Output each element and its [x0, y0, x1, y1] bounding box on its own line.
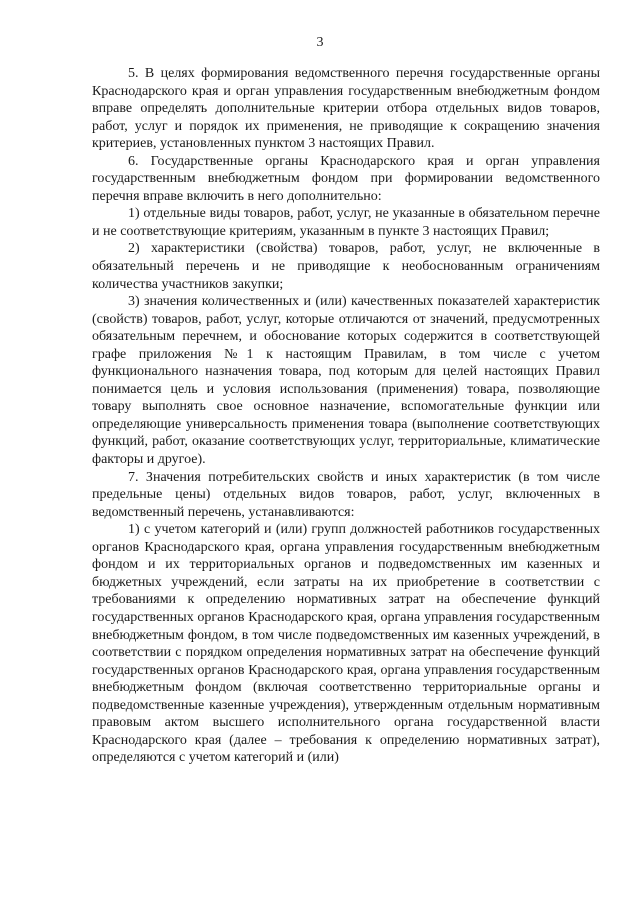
paragraph-subitem-7-1: 1) с учетом категорий и (или) групп должностей работников государственных органов Краснодарского края, органа управления государственным внебюджетным фондом и их территориальных органов и подведомственных им казенных и бюджетных учреждений, если затраты на их приобретение в соответствии с требованиями к определению нормативных затрат на обеспечение функций государственных органов Краснодарского края, органа управления государственным внебюджетным фондом, в том числе подведомственных им казенных учреждений, в соответствии с порядком определения нормативных затрат на обеспечение функций государственных органов Краснодарского края, органа управления государственным внебюджетным фондом (включая соответственно территориальные органы и подведомственные казенные учреждения), утвержденным отдельным нормативным правовым актом высшего исполнительного органа государственной власти Краснодарского края (далее – требования к определению нормативных затрат), определяются с учетом категорий и (или) — [92, 522, 600, 766]
paragraph-item-7: 7. Значения потребительских свойств и иных характеристик (в том числе предельные цены) отдельных видов товаров, работ, услуг, включенных в ведомственный перечень, устанавливаются: — [92, 469, 600, 520]
paragraph-item-5: 5. В целях формирования ведомственного перечня государственные органы Краснодарского края и орган управления государственным внебюджетным фондом вправе определять дополнительные критерии отбора отдельных видов товаров, работ, услуг и порядок их применения, не приводящие к сокращению значения критериев, установленных пунктом 3 настоящих Правил. — [92, 66, 600, 152]
paragraph-subitem-6-1: 1) отдельные виды товаров, работ, услуг, не указанные в обязательном перечне и не соответствующие критериям, указанным в пункте 3 настоящих Правил; — [92, 206, 600, 239]
paragraph-item-6: 6. Государственные органы Краснодарского края и орган управления государственным внебюджетным фондом при формировании ведомственного перечня вправе включить в него дополнительно: — [92, 153, 600, 204]
paragraph-subitem-6-3: 3) значения количественных и (или) качественных показателей характеристик (свойств) товаров, работ, услуг, которые отличаются от значений, предусмотренных обязательным перечнем, и обоснование которых содержится в соответствующей графе приложения №1 к настоящим Правилам, в том числе с учетом функционального назначения товара, под которым для целей настоящих Правил понимается цель и условия использования (применения) товара, позволяющие товару выполнять свое основное назначение, вспомогательные функции или определяющие универсальность применения товара (выполнение соответствующих функций, работ, оказание соответствующих услуг, территориальные, климатические факторы и другое). — [92, 294, 600, 468]
document-body — [92, 65, 600, 767]
page-number: 3 — [316, 35, 324, 50]
paragraph-subitem-6-2: 2) характеристики (свойства) товаров, работ, услуг, не включенные в обязательный перечень и не приводящие к необоснованным ограничениям количества участников закупки; — [92, 241, 600, 292]
